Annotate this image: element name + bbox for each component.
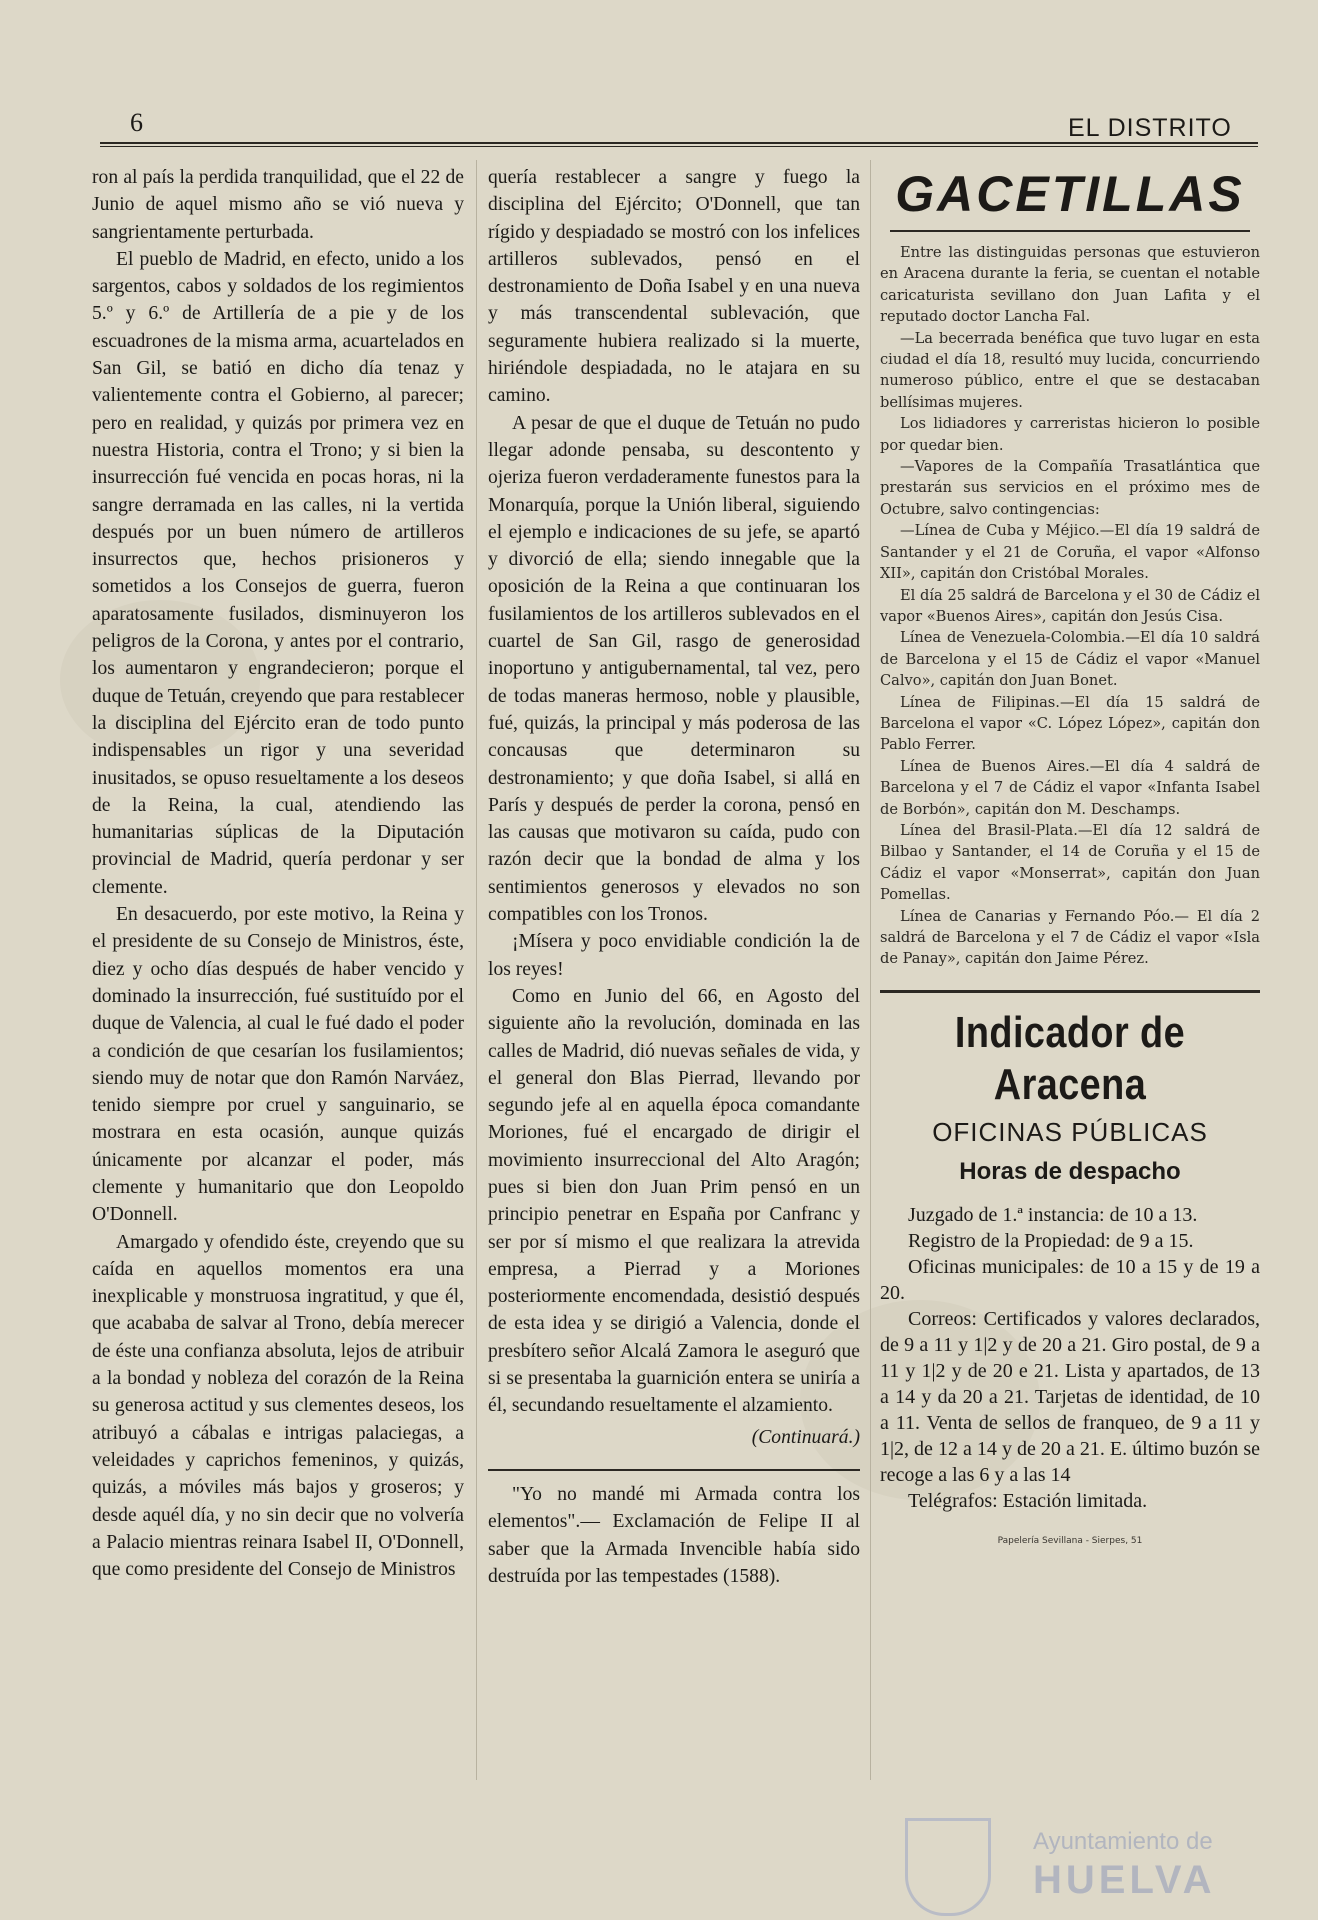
- continued-label: (Continuará.): [751, 1426, 860, 1448]
- article-column-2: [488, 164, 860, 1590]
- article-paragraph: Como en Junio del 66, en Agosto del siguiente año la revolución, dominada en las calles de Madrid, dió nuevas señales de vida, y el general don Blas Pierrad, llevando por segundo jefe al en aquella época comandante Moriones, fué el encargado de dirigir el movimiento insurreccional del Alto Aragón; pues si bien don Juan Prim pensó en un principio penetrar en España por Canfranc y ser por sí mismo el que realizara la atrevida empresa, a Pierrad y a Moriones posteriormente encomendada, desistió después de esta idea y se dirigió a Valencia, donde el presbítero señor Alcalá Zamora le aseguró que si se presentaba la guarnición entera se uniría a él, secundando resueltamente el alzamiento.: [488, 985, 860, 1417]
- column-divider: [870, 160, 871, 1780]
- news-item: Línea de Canarias y Fernando Póo.— El día 2 saldrá de Barcelona y el 7 de Cádiz el vapor «Isla de Panay», capitán don Jaime Pérez.: [880, 907, 1260, 968]
- city-crest-icon: [905, 1818, 991, 1916]
- header-rule: [100, 142, 1258, 144]
- column-divider: [476, 160, 477, 1780]
- quote-rule: [488, 1469, 860, 1471]
- news-item: Línea de Buenos Aires.—El día 4 saldrá de Barcelona y el 7 de Cádiz el vapor «Infanta Isabel de Borbón», capitán don M. Deschamps.: [880, 757, 1260, 818]
- gacetillas-body: [880, 242, 1260, 970]
- news-item: Línea de Venezuela-Colombia.—El día 10 saldrá de Barcelona y el 15 de Cádiz el vapor «Manuel Calvo», capitán don Juan Bonet.: [880, 629, 1260, 690]
- indicador-title: Indicador de Aracena: [954, 1007, 1186, 1109]
- gacetillas-title: GACETILLAS: [895, 166, 1245, 222]
- indicador-rule: [880, 990, 1260, 993]
- header-rule-thin: [100, 146, 1258, 147]
- news-item: Línea de Filipinas.—El día 15 saldrá de Barcelona el vapor «C. López López», capitán don Pablo Ferrer.: [880, 693, 1260, 754]
- office-hours-item: Registro de la Propiedad: de 9 a 15.: [908, 1229, 1194, 1252]
- historical-quote: "Yo no mandé mi Armada contra los elementos".— Exclamación de Felipe II al saber que la Armada Invencible había sido destruída por las tempestades (1588).: [488, 1483, 860, 1587]
- newspaper-name: EL DISTRITO: [1068, 114, 1232, 142]
- article-paragraph: A pesar de que el duque de Tetuán no pudo llegar adonde pensaba, su descontento y ojeriza fueron verdaderamente funestos para la Monarquía, porque la Unión liberal, siguiendo el ejemplo e indicaciones de su jefe, se apartó y divorció de ella; siendo innegable que la oposición de la Reina a que continuaran los fusilamientos de los artilleros sublevados en el cuartel de San Gil, rasgo de generosidad inoportuno y antigubernamental, tal vez, pero de todas maneras hermoso, noble y plausible, fué, quizás, la principal y más poderosa de las concausas que determinaron su destronamiento; y que doña Isabel, si allá en París y después de perder la corona, pensó en las causas que motivaron su caída, pudo con razón decir que la bondad de alma y los sentimientos generosos y elevados no son compatibles con los Tronos.: [488, 412, 860, 926]
- article-paragraph: Amargado y ofendido éste, creyendo que su caída en aquellos momentos era una inexplicable y monstruosa ingratitud, y que él, que acababa de salvar al Trono, debía merecer de éste una confianza absoluta, lejos de atribuir a la bondad y nobleza del corazón de la Reina su generosa actitud y sus clementes deseos, los atribuyó a cábalas e intrigas palaciegas, a veleidades y caprichos femeninos, y quizás, quizás, a móviles más bajos y groseros; y desde aquél día, y no sin decir que no volvería a Palacio mientras reinara Isabel II, O'Donnell, que como presidente del Consejo de Ministros: [92, 1231, 464, 1581]
- indicador-body: [880, 1202, 1260, 1514]
- office-hours-item: Oficinas municipales: de 10 a 15 y de 19 a 20.: [880, 1255, 1260, 1304]
- indicador-subtitle: OFICINAS PÚBLICAS: [932, 1116, 1208, 1147]
- page-number: 6: [130, 108, 143, 137]
- watermark-line-2: HUELVA: [1033, 1858, 1216, 1902]
- indicador-hours-title: Horas de despacho: [959, 1157, 1181, 1185]
- news-item: —Línea de Cuba y Méjico.—El día 19 saldrá de Santander y el 21 de Coruña, el vapor «Alfonso XII», capitán don Cristóbal Morales.: [880, 522, 1260, 583]
- news-item: Entre las distinguidas personas que estuvieron en Aracena durante la feria, se cuentan el notable caricaturista sevillano don Juan Lafita y el reputado doctor Lancha Fal.: [880, 244, 1260, 326]
- news-item: —La becerrada benéfica que tuvo lugar en esta ciudad el día 18, resultó muy lucida, concurriendo numeroso público, entre el que se destacaban bellísimas mujeres.: [880, 329, 1260, 411]
- office-hours-item: Telégrafos: Estación limitada.: [908, 1489, 1148, 1512]
- article-paragraph: ron al país la perdida tranquilidad, que el 22 de Junio de aquel mismo año se vió nueva y sangrientamente perturbada.: [92, 167, 464, 243]
- article-paragraph: ¡Mísera y poco envidiable condición la de los reyes!: [488, 931, 860, 980]
- article-paragraph: El pueblo de Madrid, en efecto, unido a los sargentos, cabos y soldados de los regimientos 5.º y 6.º de Artillería de a pie y de los escuadrones de la misma arma, acuartelados en San Gil, se batió en dicho día tenaz y valientemente contra el Gobierno, al parecer; pero en realidad, y quizás por primera vez en nuestra Historia, contra el Trono; y si bien la insurrección fué vencida en pocas horas, ni la sangre derramada en las calles, ni la vertida después por un buen número de artilleros insurrectos que, hechos prisioneros y sometidos a los Consejos de guerra, fueron aparatosamente fusilados, disminuyeron los peligros de la Corona, y antes por el contrario, los aumentaron y engrandecieron; porque el duque de Tetuán, creyendo que para restablecer la disciplina del Ejército eran de todo punto indispensables un rigor y una severidad inusitados, se opuso resueltamente a los deseos de la Reina, la cual, atendiendo las humanitarias súplicas de la Diputación provincial de Madrid, quería perdonar y ser clemente.: [92, 248, 464, 898]
- archive-watermark: [905, 1818, 1235, 1908]
- office-hours-item: Correos: Certificados y valores declarados, de 9 a 11 y 1|2 y de 20 a 21. Giro postal, de 9 a 11 y 1|2 y de 20 e 21. Lista y apartados, de 13 a 14 y da 20 a 21. Tarjetas de identidad, de 10 a 11. Venta de sellos de franqueo, de 9 a 11 y 1|2, de 12 a 14 y de 20 a 21. E. último buzón se recoge a las 6 y a las 14: [880, 1307, 1260, 1486]
- news-item: Los lidiadores y carreristas hicieron lo posible por quedar bien.: [880, 415, 1260, 454]
- news-item: Línea del Brasil-Plata.—El día 12 saldrá de Bilbao y Santander, el 14 de Coruña y el 15 de Cádiz el vapor «Monserrat», capitán don Juan Pomellas.: [880, 821, 1260, 904]
- printer-credit: Papelería Sevillana - Sierpes, 51: [997, 1535, 1143, 1546]
- news-item: El día 25 saldrá de Barcelona y el 30 de Cádiz el vapor «Buenos Aires», capitán don Jesús Cisa.: [880, 586, 1260, 625]
- news-item: —Vapores de la Compañía Trasatlántica que prestarán sus servicios en el próximo mes de Octubre, salvo contingencias:: [880, 458, 1260, 518]
- office-hours-item: Juzgado de 1.ª instancia: de 10 a 13.: [908, 1203, 1198, 1226]
- watermark-line-1: Ayuntamiento de: [1033, 1828, 1213, 1855]
- gacetillas-rule: [890, 230, 1250, 232]
- article-paragraph: quería restablecer a sangre y fuego la disciplina del Ejército; O'Donnell, que tan rígido y despiadado se mostró con los infelices artilleros sublevados, pensó en el destronamiento de Doña Isabel y en una nueva y más transcendental sublevación, que seguramente hubiera realizado si la muerte, hiriéndole despiadada, no le atajara en su camino.: [488, 167, 860, 407]
- article-column-1: [92, 164, 464, 1583]
- article-paragraph: En desacuerdo, por este motivo, la Reina y el presidente de su Consejo de Ministros, éste, diez y ocho días después de haber vencido y dominado la insurrección, fué sustituído por el duque de Valencia, al cual le fué dado el poder a condición de que cesarían los fusilamientos; siendo muy de notar que don Ramón Narváez, tenido siempre por cruel y sanguinario, se mostrara en esta ocasión, aunque quizás únicamente por alcanzar el poder, más clemente y humanitario que don Leopoldo O'Donnell.: [92, 904, 464, 1226]
- gacetillas-column: [880, 164, 1260, 1546]
